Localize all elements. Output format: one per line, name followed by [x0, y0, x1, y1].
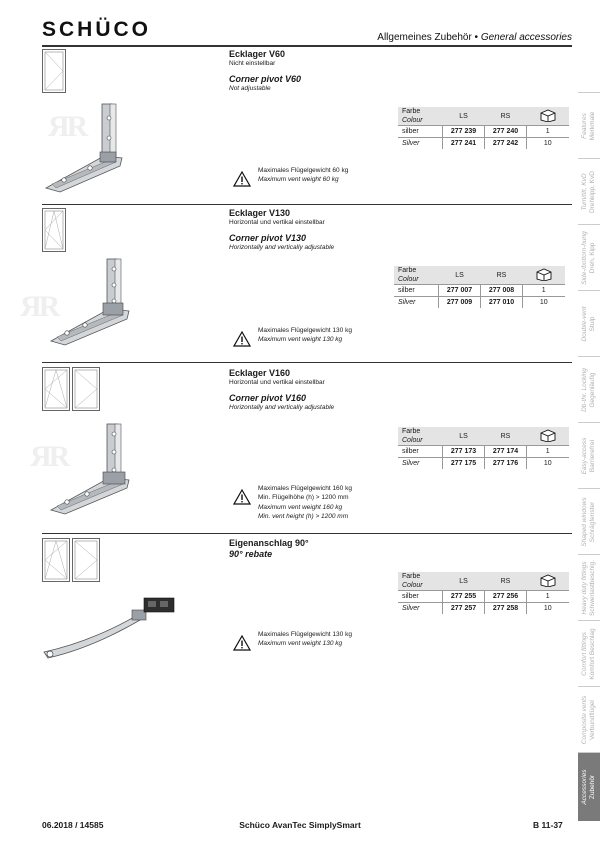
colour-silver-de: silber: [398, 126, 443, 138]
sidebar-label-en: Heavy duty fittings: [581, 561, 588, 615]
colour-de: Farbe: [402, 428, 421, 435]
sidebar-tab-turn-tilt[interactable]: [578, 158, 600, 225]
window-icon-turn-tilt: [42, 208, 66, 252]
article-number-table: [398, 572, 569, 614]
colour-header: [398, 427, 443, 446]
rs-header: RS: [481, 266, 523, 285]
warning-icon: [233, 489, 251, 505]
sidebar-label-de: Verbundflügel: [589, 700, 596, 740]
product-title-en: Corner pivot V130: [229, 233, 307, 243]
colour-en: Colour: [398, 276, 419, 283]
sidebar-label-de: Zubehör: [589, 774, 596, 800]
sidebar-tab-comfort[interactable]: [578, 620, 600, 687]
note-en-line: Maximum vent weight 160 kg: [258, 504, 343, 511]
sidebar-label-en: Accessories: [581, 769, 588, 805]
product-title-de: Ecklager V60: [229, 49, 286, 59]
sidebar-label-de: Schrägfenster: [589, 501, 596, 543]
box-quantity-icon: [523, 266, 565, 285]
section-2-titles: [229, 208, 334, 251]
article-ls: 277 175: [443, 458, 485, 470]
weight-note: [258, 327, 352, 344]
article-number-table: [398, 107, 569, 149]
box-quantity-icon: [527, 572, 569, 591]
category-separator: •: [471, 32, 481, 43]
sidebar-tab-easy-access[interactable]: [578, 422, 600, 489]
sidebar-tab-side-bottom-hung[interactable]: [578, 224, 600, 291]
sidebar-tab-shaped-windows[interactable]: [578, 488, 600, 555]
product-subtitle-de: Horizontal und vertikal einstellbar: [229, 219, 325, 226]
note-en-line: Maximum vent weight 60 kg: [258, 175, 339, 183]
page-category: [377, 32, 572, 43]
product-title-de: Eigenanschlag 90°: [229, 538, 309, 548]
product-subtitle-en: Horizontally and vertically adjustable: [229, 404, 335, 411]
watermark: ЯR: [30, 440, 68, 473]
colour-silver-de: silber: [398, 446, 443, 458]
colour-de: Farbe: [402, 108, 421, 115]
product-title-de: Ecklager V130: [229, 208, 291, 218]
page-number: B 11-37: [533, 820, 563, 830]
colour-silver-en: Silver: [402, 140, 420, 147]
article-table-1: [398, 107, 569, 149]
sidebar-tab-features[interactable]: [578, 92, 600, 159]
article-ls: 277 239: [443, 126, 485, 138]
rs-header: RS: [485, 107, 527, 126]
article-ls: 277 241: [443, 138, 485, 150]
article-rs: 277 240: [485, 126, 527, 138]
ls-header: LS: [443, 107, 485, 126]
article-table-2: [394, 266, 565, 308]
note-de-line: Maximales Flügelgewicht 130 kg: [258, 631, 352, 638]
colour-header: [398, 107, 443, 126]
product-subtitle-de: Nicht einstellbar: [229, 60, 276, 67]
sidebar-label-de: Stulp: [589, 316, 596, 332]
corner-pivot-v60-image: [40, 100, 130, 195]
colour-de: Farbe: [402, 573, 421, 580]
pack-quantity: 10: [527, 138, 569, 150]
corner-pivot-v130-image: [45, 255, 135, 350]
article-ls: 277 007: [439, 285, 481, 297]
sidebar-label-de: Gegenläufig: [589, 372, 596, 408]
product-subtitle-de: Horizontal und vertikal einstellbar: [229, 379, 325, 386]
ls-header: LS: [443, 572, 485, 591]
sidebar-label-en: Features: [581, 113, 588, 139]
rs-header: RS: [485, 427, 527, 446]
pack-quantity: 10: [527, 458, 569, 470]
article-ls: 277 173: [443, 446, 485, 458]
colour-header: [394, 266, 439, 285]
note-de-line: Maximales Flügelgewicht 160 kg: [258, 485, 352, 492]
note-en-line: Min. vent height (h) > 1200 mm: [258, 512, 349, 520]
sidebar-label-en: Easy-access: [581, 437, 588, 475]
section-divider: [42, 204, 572, 205]
colour-silver-en: Silver: [402, 460, 420, 467]
article-ls: 277 255: [443, 591, 485, 603]
colour-en: Colour: [402, 437, 423, 444]
ls-header: LS: [443, 427, 485, 446]
watermark: ЯR: [48, 110, 86, 143]
fixed-window-icon: [42, 49, 66, 93]
category-de: Allgemeines Zubehör: [377, 32, 472, 43]
colour-en: Colour: [402, 582, 423, 589]
footer-product-line: Schüco AvanTec SimplySmart: [239, 820, 361, 830]
corner-pivot-v160-image: [45, 420, 135, 520]
sidebar-label-de: Komfort Beschlag: [589, 628, 596, 680]
category-en: General accessories: [480, 32, 572, 43]
window-icon-fixed: [42, 49, 66, 93]
brand-logo: SCHÜCO: [42, 18, 152, 41]
sidebar-label-en: Composite vents: [581, 695, 588, 745]
article-rs: 277 174: [485, 446, 527, 458]
sidebar-label-de: Merkmale: [589, 111, 596, 141]
warning-icon: [233, 331, 251, 347]
weight-note: [258, 485, 352, 521]
weight-note: [258, 167, 348, 184]
article-rs: 277 008: [481, 285, 523, 297]
article-rs: 277 010: [481, 297, 523, 309]
product-subtitle-en: Horizontally and vertically adjustable: [229, 244, 335, 251]
note-de-line: Maximales Flügelgewicht 60 kg: [258, 167, 349, 174]
article-number-table: [394, 266, 565, 308]
sidebar-label-de: Drehkipp, KvD: [589, 171, 596, 213]
article-rs: 277 258: [485, 603, 527, 615]
sidebar-tab-heavy-duty[interactable]: [578, 554, 600, 621]
warning-icon: [233, 171, 251, 187]
colour-silver-en: Silver: [398, 299, 416, 306]
turn-tilt-window-icon: [42, 208, 66, 252]
product-title-en: Corner pivot V160: [229, 393, 307, 403]
window-icon-double-vent: [42, 538, 100, 587]
sidebar-tab-composite-vents[interactable]: [578, 686, 600, 753]
product-title-en: Corner pivot V60: [229, 74, 302, 84]
watermark: ЯR: [20, 290, 58, 323]
rs-header: RS: [485, 572, 527, 591]
sidebar-tab-accessories[interactable]: [578, 752, 600, 821]
sidebar-tab-double-vent[interactable]: [578, 290, 600, 357]
article-rs: 277 242: [485, 138, 527, 150]
pack-quantity: 10: [527, 603, 569, 615]
article-rs: 277 256: [485, 591, 527, 603]
product-subtitle-en: Not adjustable: [229, 85, 271, 92]
sidebar-label-de: Barrierefrei: [589, 439, 596, 473]
sidebar-label-en: Comfort fittings: [581, 632, 588, 676]
sidebar-tab-db-thr-locking[interactable]: [578, 356, 600, 423]
sidebar-label-en: Shaped windows: [581, 497, 588, 547]
pack-quantity: 1: [523, 285, 565, 297]
window-icon-double-vent: [42, 367, 100, 416]
article-number-table: [398, 427, 569, 469]
footer-edition: 06.2018 / 14585: [42, 820, 104, 830]
colour-silver-de: silber: [394, 285, 439, 297]
note-de-line: Min. Flügelhöhe (h) > 1200 mm: [258, 493, 349, 501]
double-vent-window-icon: [42, 367, 100, 411]
warning-icon: [233, 635, 251, 651]
section-divider: [42, 362, 572, 363]
weight-note: [258, 631, 352, 648]
section-1-titles: [229, 49, 301, 92]
note-de-line: Maximales Flügelgewicht 130 kg: [258, 327, 352, 334]
chapter-sidebar: [578, 92, 600, 820]
colour-silver-en: Silver: [402, 605, 420, 612]
pack-quantity: 10: [523, 297, 565, 309]
section-3-titles: [229, 368, 334, 411]
note-en-line: Maximum vent weight 130 kg: [258, 639, 343, 647]
header-rule: [42, 45, 572, 47]
sidebar-label-en: Db-thr. Locking: [581, 368, 588, 412]
sidebar-label-de: Dreh, Kipp: [589, 242, 596, 274]
article-rs: 277 176: [485, 458, 527, 470]
colour-silver-de: silber: [398, 591, 443, 603]
pack-quantity: 1: [527, 591, 569, 603]
box-quantity-icon: [527, 427, 569, 446]
pack-quantity: 1: [527, 126, 569, 138]
note-en-line: Maximum vent weight 130 kg: [258, 335, 343, 343]
article-ls: 277 009: [439, 297, 481, 309]
sidebar-label-de: Schwerlastbeschlg.: [589, 560, 596, 616]
colour-header: [398, 572, 443, 591]
ls-header: LS: [439, 266, 481, 285]
article-table-3: [398, 427, 569, 469]
sidebar-label-en: Side-/bottom-hung: [581, 231, 588, 285]
section-divider: [42, 533, 572, 534]
pack-quantity: 1: [527, 446, 569, 458]
section-4-titles: [229, 538, 309, 559]
double-vent-window-icon: [42, 538, 100, 582]
colour-en: Colour: [402, 117, 423, 124]
box-quantity-icon: [527, 107, 569, 126]
rebate-90-image: [40, 592, 180, 664]
product-title-de: Ecklager V160: [229, 368, 291, 378]
sidebar-label-en: Double-vent: [581, 306, 588, 342]
sidebar-label-en: Turn/tilt, KvD: [581, 173, 588, 211]
colour-de: Farbe: [398, 267, 417, 274]
article-table-4: [398, 572, 569, 614]
article-ls: 277 257: [443, 603, 485, 615]
product-title-en: 90° rebate: [229, 549, 273, 559]
